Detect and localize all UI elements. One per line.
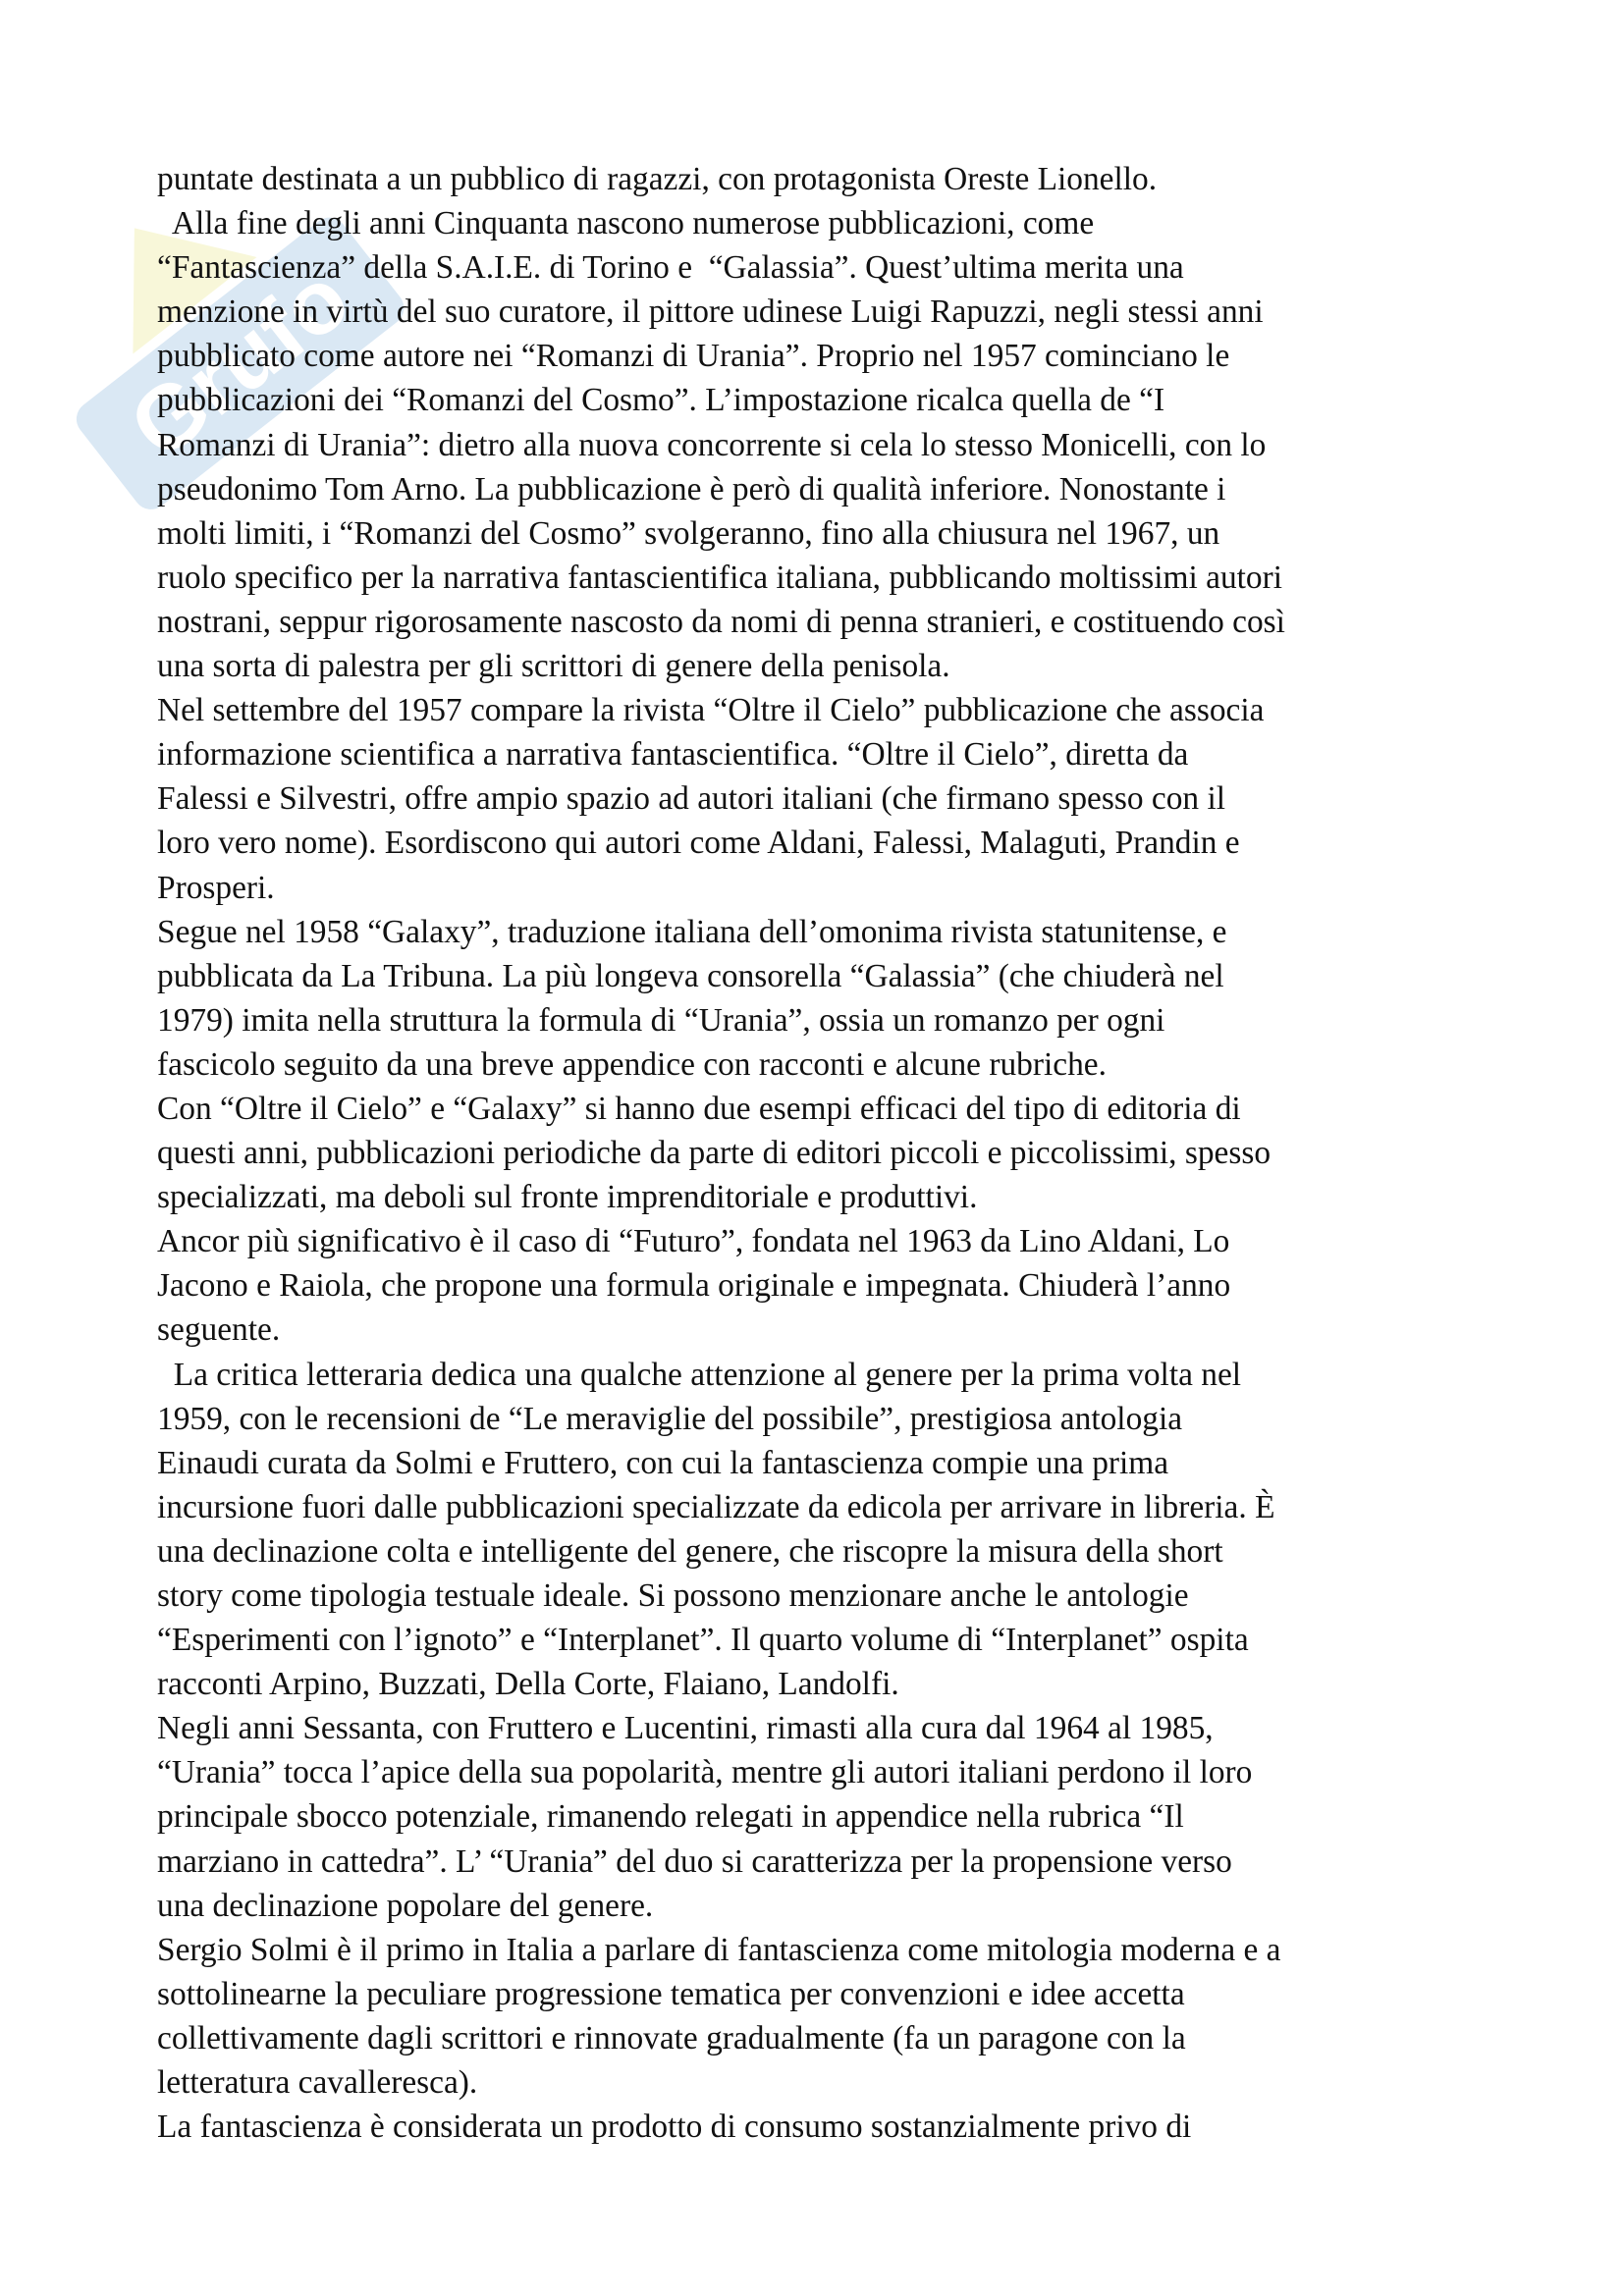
text-line: story come tipologia testuale ideale. Si possono menzionare anche le antologie bbox=[157, 1577, 1189, 1614]
text-line: La fantascienza è considerata un prodotto di consumo sostanzialmente privo di bbox=[157, 2109, 1192, 2146]
text-line: “Urania” tocca l’apice della sua popolarità, mentre gli autori italiani perdono il loro bbox=[157, 1754, 1253, 1791]
watermark-text: Grufo bbox=[111, 247, 368, 478]
text-line: racconti Arpino, Buzzati, Della Corte, Flaiano, Landolfi. bbox=[157, 1666, 899, 1703]
text-line: Sergio Solmi è il primo in Italia a parlare di fantascienza come mitologia moderna e a bbox=[157, 1931, 1281, 1968]
text-line: Alla fine degli anni Cinquanta nascono numerose pubblicazioni, come bbox=[157, 205, 1095, 242]
text-line: Con “Oltre il Cielo” e “Galaxy” si hanno due esempi efficaci del tipo di editoria di bbox=[157, 1090, 1241, 1127]
text-line: Jacono e Raiola, che propone una formula originale e impegnata. Chiuderà l’anno bbox=[157, 1267, 1231, 1305]
body-text bbox=[157, 157, 1492, 2149]
text-line: sottolinearne la peculiare progressione tematica per convenzioni e idee accetta bbox=[157, 1975, 1185, 2012]
text-line: incursione fuori dalle pubblicazioni specializzate da edicola per arrivare in libreria. È bbox=[157, 1488, 1275, 1525]
text-line: questi anni, pubblicazioni periodiche da parte di editori piccoli e piccolissimi, spesso bbox=[157, 1135, 1271, 1172]
text-line: Ancor più significativo è il caso di “Futuro”, fondata nel 1963 da Lino Aldani, Lo bbox=[157, 1223, 1230, 1260]
text-line: seguente. bbox=[157, 1311, 281, 1349]
text-line: pseudonimo Tom Arno. La pubblicazione è però di qualità inferiore. Nonostante i bbox=[157, 470, 1226, 507]
text-line: una sorta di palestra per gli scrittori di genere della penisola. bbox=[157, 648, 950, 685]
text-line: 1979) imita nella struttura la formula di “Urania”, ossia un romanzo per ogni bbox=[157, 1001, 1165, 1039]
text-line: marziano in cattedra”. L’ “Urania” del duo si caratterizza per la propensione verso bbox=[157, 1842, 1232, 1880]
text-line: Romanzi di Urania”: dietro alla nuova concorrente si cela lo stesso Monicelli, con lo bbox=[157, 426, 1267, 463]
text-line: collettivamente dagli scrittori e rinnovate gradualmente (fa un paragone con la bbox=[157, 2019, 1186, 2056]
text-line: pubblicazioni dei “Romanzi del Cosmo”. L’impostazione ricalca quella de “I bbox=[157, 382, 1165, 419]
text-line: informazione scientifica a narrativa fantascientifica. “Oltre il Cielo”, diretta da bbox=[157, 736, 1189, 774]
text-line: fascicolo seguito da una breve appendice con racconti e alcune rubriche. bbox=[157, 1045, 1107, 1083]
text-line: Prosperi. bbox=[157, 869, 275, 906]
text-line: pubblicata da La Tribuna. La più longeva consorella “Galassia” (che chiuderà nel bbox=[157, 957, 1224, 994]
text-line: Segue nel 1958 “Galaxy”, traduzione italiana dell’omonima rivista statunitense, e bbox=[157, 913, 1227, 950]
text-line: La critica letteraria dedica una qualche attenzione al genere per la prima volta nel bbox=[157, 1356, 1242, 1393]
text-line: loro vero nome). Esordiscono qui autori come Aldani, Falessi, Malaguti, Prandin e bbox=[157, 825, 1240, 862]
text-line: 1959, con le recensioni de “Le meraviglie del possibile”, prestigiosa antologia bbox=[157, 1400, 1183, 1437]
text-line: Negli anni Sessanta, con Fruttero e Lucentini, rimasti alla cura dal 1964 al 1985, bbox=[157, 1710, 1214, 1747]
text-line: specializzati, ma deboli sul fronte imprenditoriale e produttivi. bbox=[157, 1179, 978, 1216]
text-line: Nel settembre del 1957 compare la rivista “Oltre il Cielo” pubblicazione che associa bbox=[157, 692, 1265, 729]
text-line: una declinazione popolare del genere. bbox=[157, 1887, 654, 1924]
text-line: “Fantascienza” della S.A.I.E. di Torino e “Galassia”. Quest’ultima merita una bbox=[157, 249, 1184, 287]
text-line: una declinazione colta e intelligente del genere, che riscopre la misura della short bbox=[157, 1532, 1223, 1570]
text-line: “Esperimenti con l’ignoto” e “Interplanet”. Il quarto volume di “Interplanet” ospita bbox=[157, 1622, 1249, 1659]
text-line: letteratura cavalleresca). bbox=[157, 2064, 478, 2102]
text-line: molti limiti, i “Romanzi del Cosmo” svolgeranno, fino alla chiusura nel 1967, un bbox=[157, 514, 1220, 552]
text-line: pubblicato come autore nei “Romanzi di Urania”. Proprio nel 1957 cominciano le bbox=[157, 338, 1230, 375]
text-line: Einaudi curata da Solmi e Fruttero, con cui la fantascienza compie una prima bbox=[157, 1444, 1169, 1481]
text-line: ruolo specifico per la narrativa fantascientifica italiana, pubblicando moltissimi autori bbox=[157, 559, 1283, 596]
text-line: puntate destinata a un pubblico di ragazzi, con protagonista Oreste Lionello. bbox=[157, 161, 1158, 197]
text-line: nostrani, seppur rigorosamente nascosto da nomi di penna stranieri, e costituendo così bbox=[157, 603, 1285, 640]
text-line: principale sbocco potenziale, rimanendo relegati in appendice nella rubrica “Il bbox=[157, 1798, 1184, 1836]
text-line: Falessi e Silvestri, offre ampio spazio ad autori italiani (che firmano spesso con il bbox=[157, 780, 1226, 818]
text-line: menzione in virtù del suo curatore, il pittore udinese Luigi Rapuzzi, negli stessi anni bbox=[157, 294, 1264, 331]
